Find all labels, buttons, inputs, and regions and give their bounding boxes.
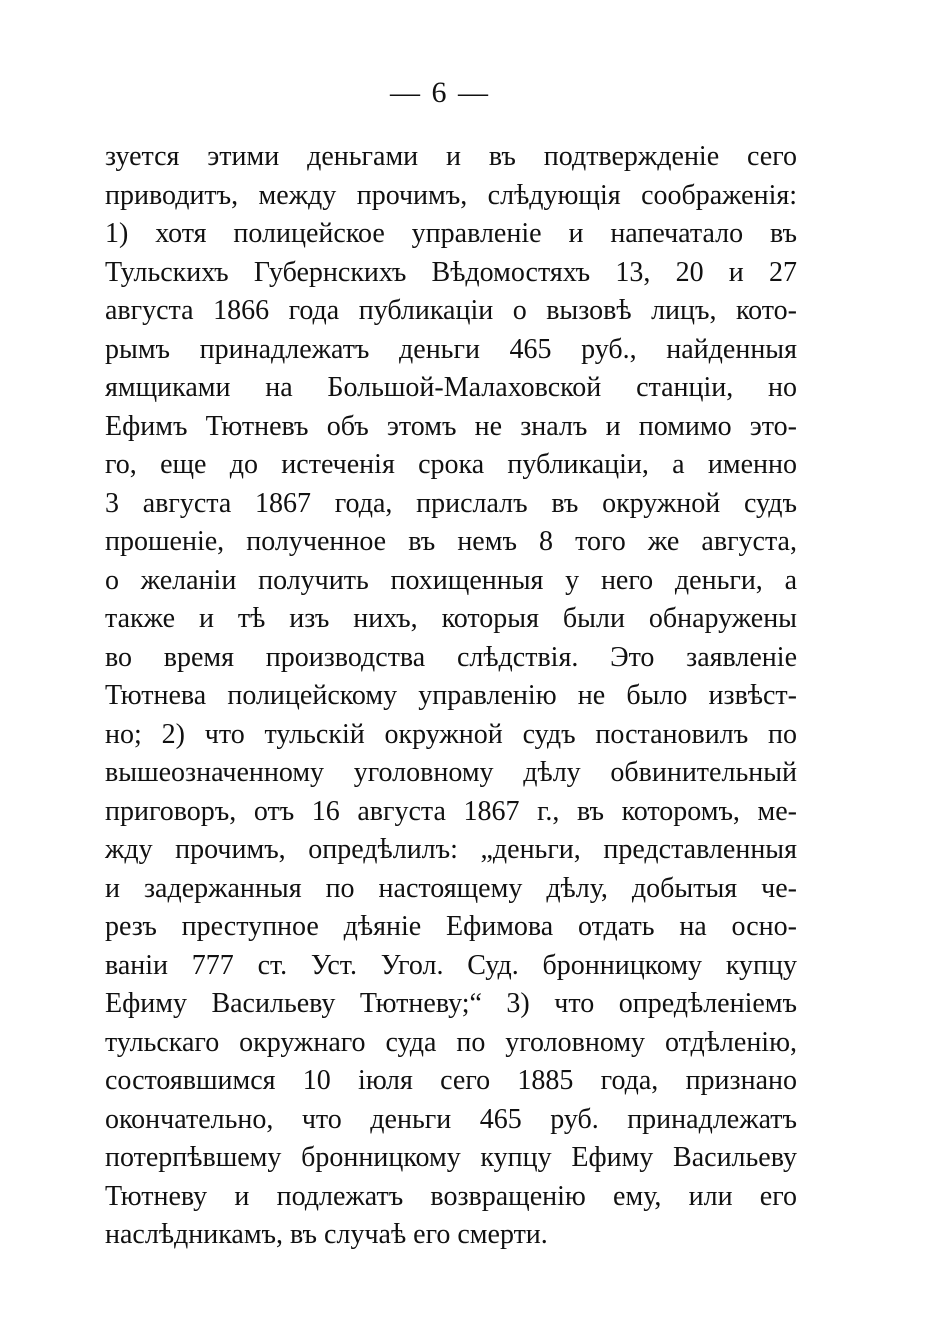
- text-line: потерпѣвшему бронницкому купцу Ефиму Васильеву: [105, 1142, 797, 1173]
- text-line: 1) хотя полицейское управленіе и напечатало въ: [105, 218, 797, 249]
- text-line: го, еще до истеченія срока публикаціи, а именно: [105, 449, 797, 480]
- text-line: 3 августа 1867 года, прислалъ въ окружной судъ: [105, 487, 797, 519]
- text-line: наслѣдникамъ, въ случаѣ его смерти.: [105, 1219, 548, 1250]
- text-line: приговоръ, отъ 16 августа 1867 г., въ которомъ, ме-: [105, 795, 797, 827]
- text-line: Тютнева полицейскому управленію не было извѣст-: [105, 680, 797, 711]
- text-line: ямщиками на Большой-Малаховской станціи, но: [105, 372, 797, 403]
- text-line: во время производства слѣдствія. Это заявленіе: [105, 641, 797, 673]
- text-line: о желаніи получить похищенныя у него деньги, а: [105, 564, 797, 596]
- text-line: Ефиму Васильеву Тютневу;“ 3) что опредѣленіемъ: [105, 988, 797, 1019]
- body-text: [105, 138, 797, 1255]
- text-line: приводитъ, между прочимъ, слѣдующія соображенія:: [105, 179, 797, 211]
- text-line: Ефимъ Тютневъ объ этомъ не зналъ и помимо это-: [105, 410, 797, 442]
- text-line: окончательно, что деньги 465 руб. принадлежатъ: [105, 1103, 797, 1135]
- text-line: прошеніе, полученное въ немъ 8 того же августа,: [105, 526, 797, 557]
- text-line: резъ преступное дѣяніе Ефимова отдать на осно-: [105, 911, 797, 942]
- text-line: но; 2) что тульскій окружной судъ постановилъ по: [105, 718, 797, 750]
- text-line: тульскаго окружнаго суда по уголовному отдѣленію,: [105, 1026, 797, 1058]
- text-line: Тютневу и подлежатъ возвращенію ему, или его: [105, 1180, 797, 1212]
- text-line: зуется этими деньгами и въ подтвержденіе сего: [105, 141, 797, 172]
- text-line: Тульскихъ Губернскихъ Вѣдомостяхъ 13, 20 и 27: [105, 256, 797, 288]
- text-line: и задержанныя по настоящему дѣлу, добытыя че-: [105, 872, 797, 904]
- page-number: — 6 —: [390, 76, 490, 109]
- text-line: состоявшимся 10 іюля сего 1885 года, признано: [105, 1065, 797, 1096]
- text-line: рымъ принадлежатъ деньги 465 руб., найденныя: [105, 333, 797, 365]
- text-line: также и тѣ изъ нихъ, которыя были обнаружены: [105, 603, 797, 634]
- text-line: вышеозначенному уголовному дѣлу обвинительный: [105, 757, 797, 788]
- text-line: августа 1866 года публикаціи о вызовѣ лицъ, кото-: [105, 295, 797, 326]
- text-line: ваніи 777 ст. Уст. Угол. Суд. бронницкому купцу: [105, 949, 797, 981]
- text-line: жду прочимъ, опредѣлилъ: „деньги, представленныя: [105, 834, 797, 865]
